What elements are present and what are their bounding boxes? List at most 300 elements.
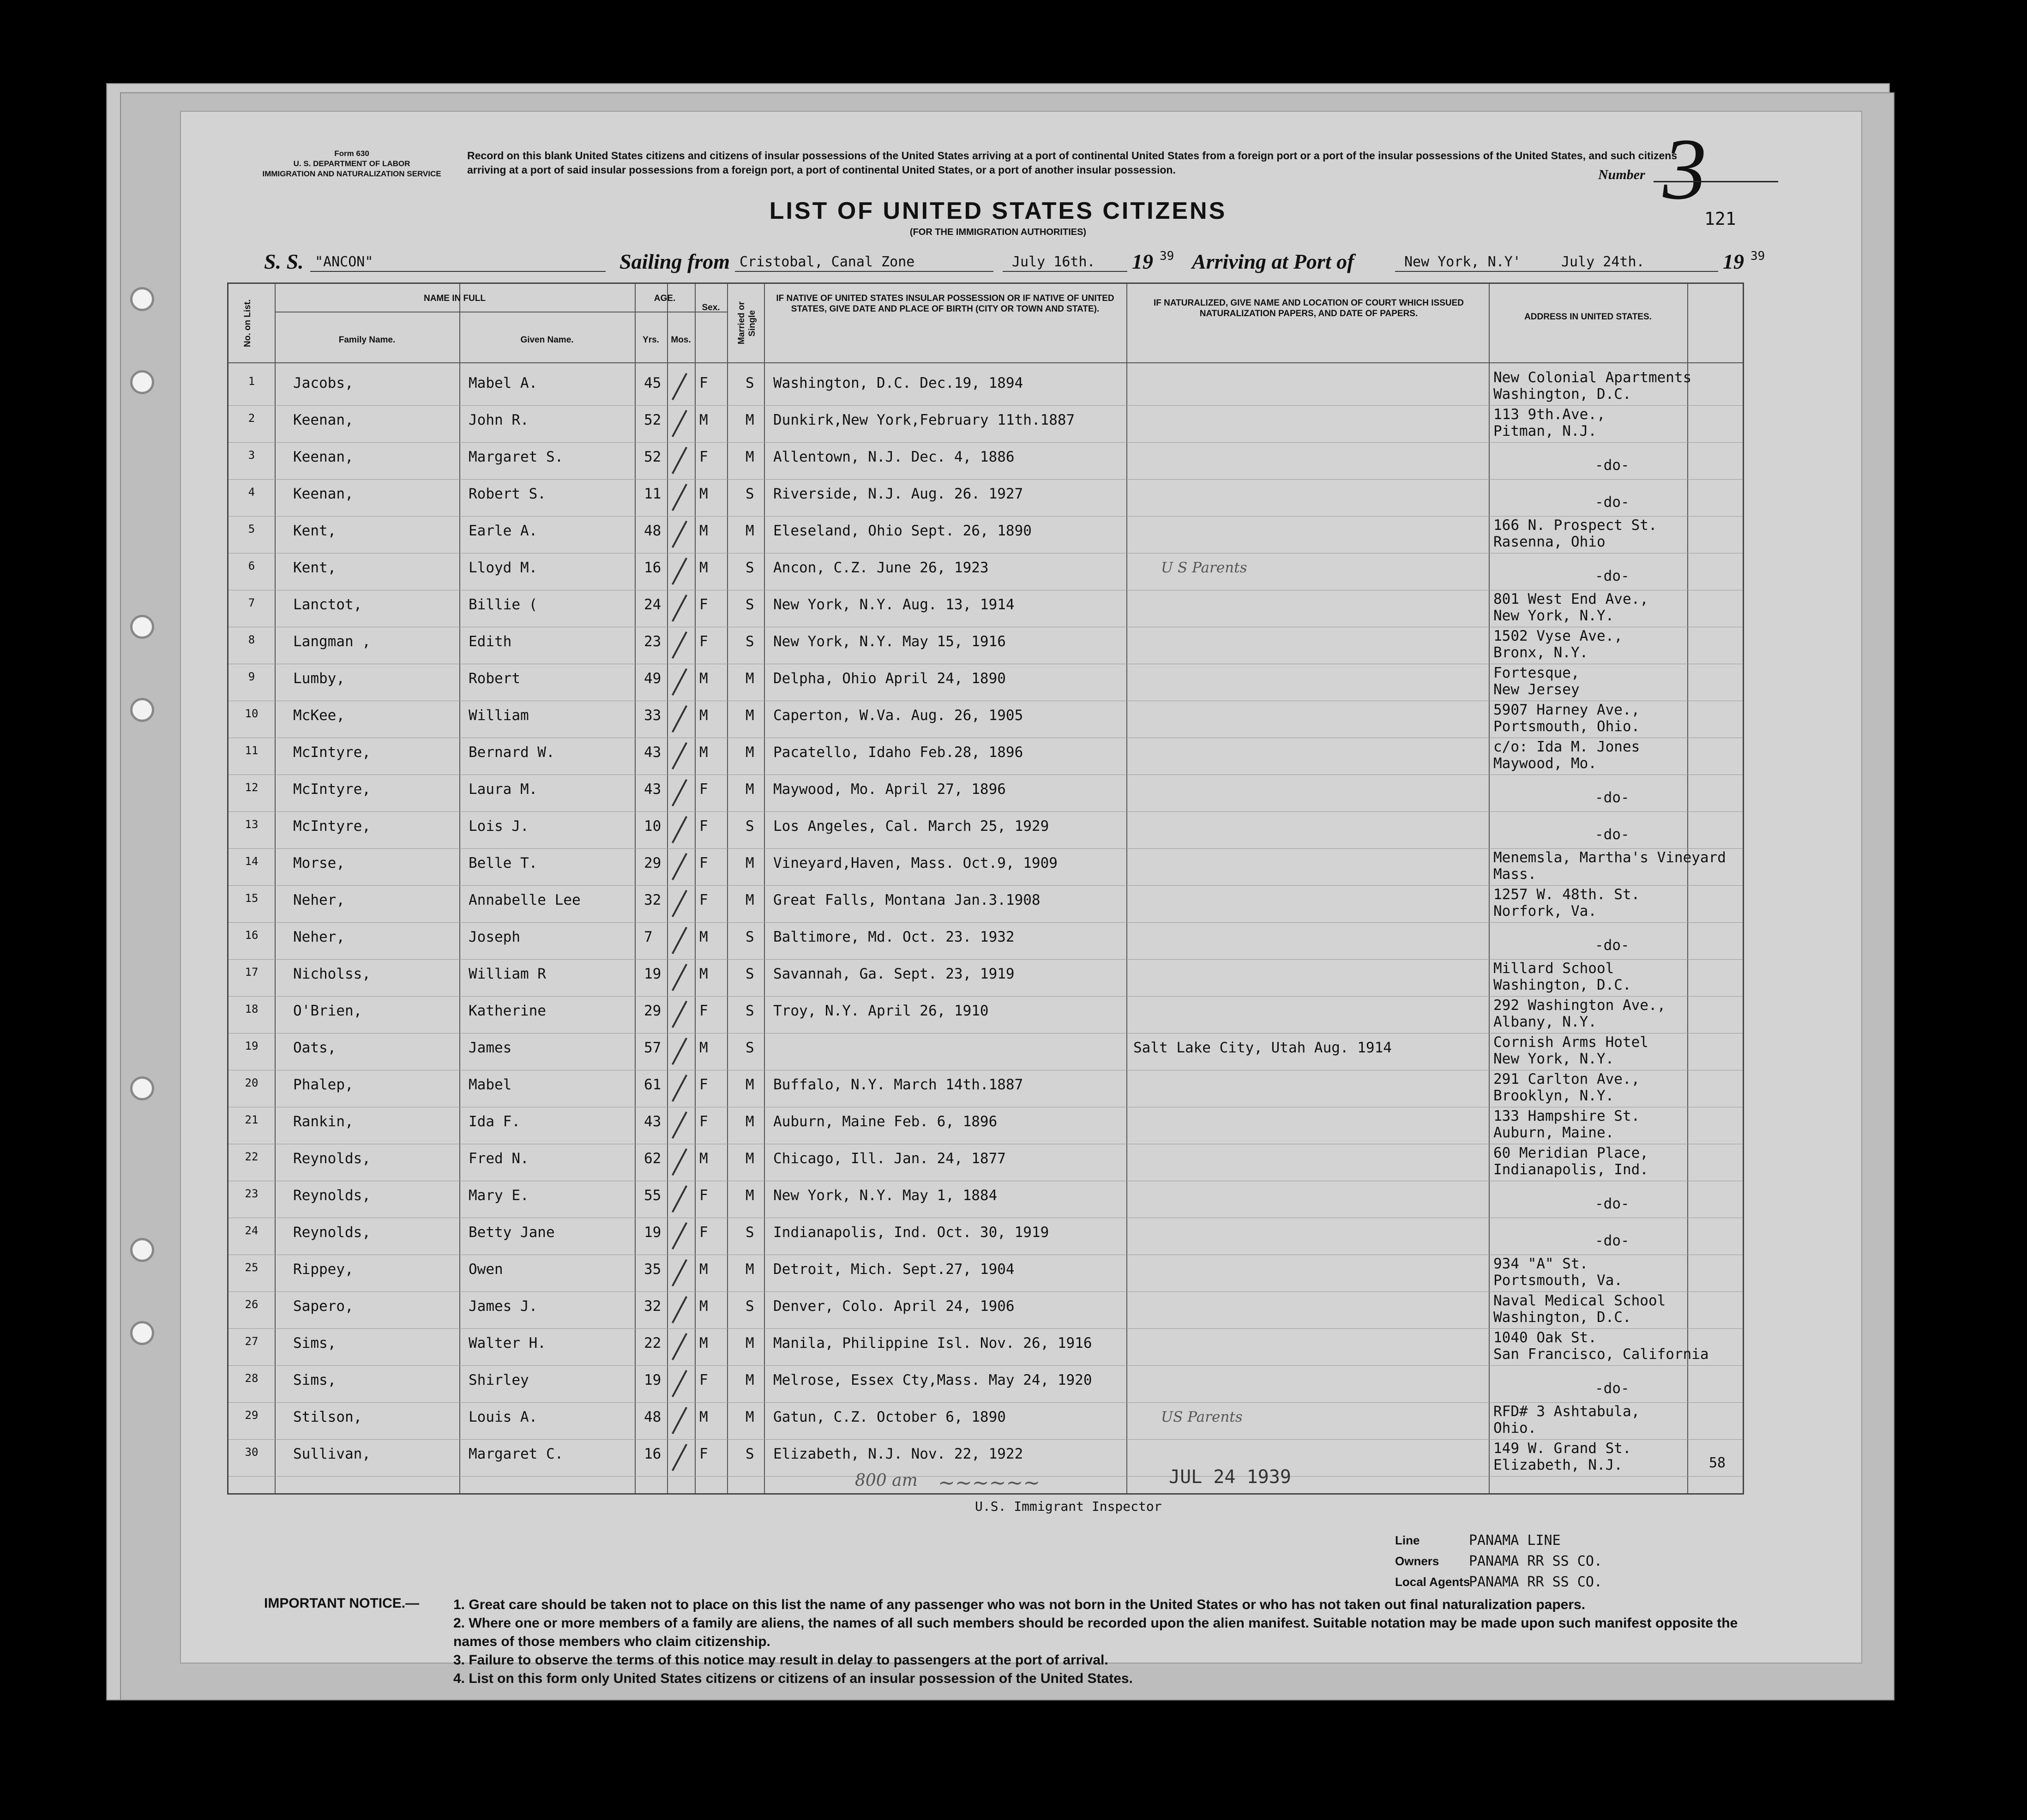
tally-number: 58 xyxy=(1709,1455,1726,1471)
address-line: Menemsla, Martha's Vineyard xyxy=(1493,849,1726,866)
sex: M xyxy=(699,1039,708,1056)
number-label: Number xyxy=(1598,167,1645,182)
family-name: McIntyre, xyxy=(293,818,371,835)
address-line: Ohio. xyxy=(1493,1420,1537,1436)
binder-hole xyxy=(130,1238,154,1262)
address xyxy=(1595,1195,1630,1212)
row-number: 3 xyxy=(248,449,255,462)
given-name: Louis A. xyxy=(469,1409,538,1425)
address-line: -do- xyxy=(1595,826,1630,843)
sex: F xyxy=(699,818,708,835)
address-line: New Jersey xyxy=(1493,681,1580,698)
table-row xyxy=(229,849,1743,886)
address-line: 1257 W. 48th. St. xyxy=(1493,886,1640,903)
address xyxy=(1595,1232,1630,1249)
family-name: Rankin, xyxy=(293,1113,354,1130)
sex: F xyxy=(699,1446,708,1462)
birth-place-date: Vineyard,Haven, Mass. Oct.9, 1909 xyxy=(773,855,1058,871)
header-name-in-full: NAME IN FULL xyxy=(423,294,486,303)
age-years: 55 xyxy=(644,1187,662,1204)
given-name: Robert S. xyxy=(469,486,546,502)
address xyxy=(1493,849,1726,883)
birth-place-date: Gatun, C.Z. October 6, 1890 xyxy=(773,1409,1006,1425)
address xyxy=(1595,568,1630,584)
row-divider xyxy=(229,405,1743,406)
given-name: William xyxy=(469,707,529,724)
marital-status: M xyxy=(746,412,754,428)
given-name: Mabel xyxy=(469,1076,512,1093)
age-years: 62 xyxy=(644,1150,662,1167)
given-name: Annabelle Lee xyxy=(469,892,581,908)
row-divider xyxy=(229,1328,1743,1329)
age-years: 10 xyxy=(644,818,662,835)
check-mark xyxy=(672,1444,687,1471)
table-row xyxy=(229,1403,1743,1440)
sex: M xyxy=(699,966,708,982)
given-name: Lois J. xyxy=(469,818,529,835)
check-mark xyxy=(672,742,687,769)
address xyxy=(1493,1440,1631,1473)
sex: F xyxy=(699,1113,708,1130)
table-row xyxy=(229,1182,1743,1219)
address-line: New York, N.Y. xyxy=(1493,1051,1614,1067)
sex: M xyxy=(699,486,708,502)
header-address: ADDRESS IN UNITED STATES. xyxy=(1524,312,1652,322)
row-divider xyxy=(229,885,1743,886)
check-mark xyxy=(672,705,687,733)
header-birth: IF NATIVE OF UNITED STATES INSULAR POSSESSION OR IF NATIVE OF UNITED STATES, GIVE DATE AND PLACE OF BIRTH (CITY OR TOWN AND STATE). xyxy=(776,294,1114,314)
line-value: PANAMA LINE xyxy=(1469,1532,1561,1549)
family-name: Sims, xyxy=(293,1372,337,1388)
inspector-signature: ~~~~~~ xyxy=(938,1471,1041,1495)
row-number: 23 xyxy=(245,1187,259,1200)
marital-status: S xyxy=(746,966,754,982)
row-divider xyxy=(229,442,1743,443)
age-years: 49 xyxy=(644,670,662,687)
owners-label: Owners xyxy=(1395,1554,1439,1568)
given-name: Owen xyxy=(469,1261,503,1278)
address-line: 1040 Oak St. xyxy=(1493,1329,1597,1346)
header-bottom xyxy=(229,362,1743,363)
number-underline xyxy=(1654,181,1778,182)
age-years: 19 xyxy=(644,1372,662,1388)
address-line: Auburn, Maine. xyxy=(1493,1124,1614,1141)
table-row xyxy=(229,369,1743,406)
sex: F xyxy=(699,1003,708,1019)
address-line: Washington, D.C. xyxy=(1493,977,1631,993)
given-name: Walter H. xyxy=(469,1335,546,1351)
address-line: -do- xyxy=(1595,937,1630,954)
check-mark xyxy=(672,816,687,843)
given-name: John R. xyxy=(469,412,529,428)
row-number: 7 xyxy=(248,596,255,609)
table-row xyxy=(229,1329,1743,1366)
sex: M xyxy=(699,1409,708,1425)
age-years: 35 xyxy=(644,1261,662,1278)
departure-port: Cristobal, Canal Zone xyxy=(740,254,915,270)
family-name: Nicholss, xyxy=(293,966,371,982)
marital-status: S xyxy=(746,1039,754,1056)
address xyxy=(1493,591,1648,624)
age-years: 48 xyxy=(644,523,662,539)
sex: F xyxy=(699,855,708,871)
birth-place-date: New York, N.Y. Aug. 13, 1914 xyxy=(773,596,1015,613)
family-name: Sapero, xyxy=(293,1298,354,1315)
address xyxy=(1493,665,1580,698)
sex: F xyxy=(699,1372,708,1388)
family-name: Keenan, xyxy=(293,486,354,502)
notice-item: 3. Failure to observe the terms of this notice may result in delay to passengers at the port of arrival. xyxy=(453,1652,1108,1668)
table-row xyxy=(229,739,1743,775)
birth-place-date: Auburn, Maine Feb. 6, 1896 xyxy=(773,1113,998,1130)
table-row xyxy=(229,1366,1743,1403)
binder-hole xyxy=(130,698,154,722)
sex: M xyxy=(699,707,708,724)
given-name: Fred N. xyxy=(469,1150,529,1167)
address-line: Brooklyn, N.Y. xyxy=(1493,1087,1614,1104)
given-name: Mary E. xyxy=(469,1187,529,1204)
birth-place-date: Allentown, N.J. Dec. 4, 1886 xyxy=(773,449,1015,465)
age-years: 22 xyxy=(644,1335,662,1351)
birth-place-date: Savannah, Ga. Sept. 23, 1919 xyxy=(773,966,1015,982)
sex: F xyxy=(699,1224,708,1241)
marital-status: M xyxy=(746,707,754,724)
family-name: McIntyre, xyxy=(293,781,371,798)
row-number: 10 xyxy=(245,707,259,720)
address xyxy=(1595,937,1630,954)
family-name: Lanctot, xyxy=(293,596,362,613)
marital-status: S xyxy=(746,633,754,650)
given-name: Joseph xyxy=(469,929,520,945)
marital-status: M xyxy=(746,1150,754,1167)
address-line: Fortesque, xyxy=(1493,665,1580,681)
birth-place-date: Delpha, Ohio April 24, 1890 xyxy=(773,670,1006,687)
row-number: 24 xyxy=(245,1224,259,1237)
address-line: Maywood, Mo. xyxy=(1493,755,1597,772)
row-number: 5 xyxy=(248,523,255,535)
header-given-name: Given Name. xyxy=(520,335,574,345)
sex: F xyxy=(699,375,708,391)
age-years: 32 xyxy=(644,1298,662,1315)
address-line: Cornish Arms Hotel xyxy=(1493,1034,1648,1051)
address-line: Washington, D.C. xyxy=(1493,1309,1631,1326)
family-name: Sullivan, xyxy=(293,1446,371,1462)
row-number: 15 xyxy=(245,892,259,905)
birth-place-date: Melrose, Essex Cty,Mass. May 24, 1920 xyxy=(773,1372,1092,1388)
notice-item: 2. Where one or more members of a family are aliens, the names of all such members should be recorded upon the alien manifest. Suitable notation may be made upon such manifest opposite the names of those members who claim citizenship. xyxy=(453,1616,1738,1649)
row-number: 29 xyxy=(245,1409,259,1422)
check-mark xyxy=(672,1296,687,1323)
row-divider xyxy=(229,922,1743,923)
age-years: 29 xyxy=(644,855,662,871)
ss-label: S. S. xyxy=(264,250,304,273)
family-name: Oats, xyxy=(293,1039,337,1056)
address-line: Washington, D.C. xyxy=(1493,386,1631,402)
family-name: Reynolds, xyxy=(293,1150,371,1167)
table-row xyxy=(229,960,1743,997)
inspection-time-note: 800 am xyxy=(855,1471,918,1490)
table-row xyxy=(229,775,1743,812)
family-name: Reynolds, xyxy=(293,1224,371,1241)
naturalization-info: Salt Lake City, Utah Aug. 1914 xyxy=(1133,1039,1392,1056)
age-years: 7 xyxy=(644,929,653,945)
address xyxy=(1493,886,1640,919)
check-mark xyxy=(672,1222,687,1249)
form-instructions: Record on this blank United States citizens and citizens of insular possessions of the United States arriving at a port of continental United States from a foreign port or a port of the insular possessions of the United States, and such citizens arriving at a port of said insular possessions from a foreign port, a port of continental United States, or a port of another insular possession. xyxy=(467,150,1678,176)
birth-place-date: Pacatello, Idaho Feb.28, 1896 xyxy=(773,744,1023,761)
family-name: Stilson, xyxy=(293,1409,362,1425)
arriving-label: Arriving at Port of xyxy=(1192,250,1354,273)
family-name: Sims, xyxy=(293,1335,337,1351)
table-row xyxy=(229,702,1743,739)
table-row xyxy=(229,628,1743,665)
birth-place-date: Caperton, W.Va. Aug. 26, 1905 xyxy=(773,707,1023,724)
marital-status: S xyxy=(746,486,754,502)
table-row xyxy=(229,406,1743,443)
address xyxy=(1493,1108,1640,1141)
marital-status: M xyxy=(746,1076,754,1093)
row-number: 30 xyxy=(245,1446,259,1459)
age-years: 33 xyxy=(644,707,662,724)
address-line: -do- xyxy=(1595,494,1630,511)
family-name: Neher, xyxy=(293,892,345,908)
check-mark xyxy=(672,1111,687,1139)
address-line: -do- xyxy=(1595,1195,1630,1212)
address xyxy=(1493,1403,1640,1436)
address-line: Rasenna, Ohio xyxy=(1493,534,1606,550)
table-row xyxy=(229,517,1743,554)
address xyxy=(1493,1145,1648,1178)
check-mark xyxy=(672,1185,687,1213)
departure-date: July 16th. xyxy=(1012,254,1095,270)
local-agents-value: PANAMA RR SS CO. xyxy=(1469,1574,1602,1590)
age-years: 43 xyxy=(644,1113,662,1130)
row-number: 27 xyxy=(245,1335,259,1348)
table-row xyxy=(229,591,1743,628)
address-line: 166 N. Prospect St. xyxy=(1493,517,1657,534)
marital-status: M xyxy=(746,670,754,687)
table-row xyxy=(229,997,1743,1034)
check-mark xyxy=(672,521,687,548)
address-line: 934 "A" St. xyxy=(1493,1255,1588,1272)
passenger-table xyxy=(227,282,1744,1495)
family-name: Neher, xyxy=(293,929,345,945)
table-row xyxy=(229,1071,1743,1108)
form-number: Form 630 xyxy=(334,149,369,158)
year-prefix: 19 xyxy=(1132,250,1153,273)
age-years: 19 xyxy=(644,966,662,982)
check-mark xyxy=(672,1407,687,1434)
birth-place-date: Manila, Philippine Isl. Nov. 26, 1916 xyxy=(773,1335,1092,1351)
row-number: 22 xyxy=(245,1150,259,1163)
sex: F xyxy=(699,633,708,650)
family-name: Rippey, xyxy=(293,1261,354,1278)
address-line: San Francisco, California xyxy=(1493,1346,1709,1363)
family-name: McIntyre, xyxy=(293,744,371,761)
check-mark xyxy=(672,779,687,806)
given-name: James J. xyxy=(469,1298,538,1315)
age-years: 29 xyxy=(644,1003,662,1019)
check-mark xyxy=(672,1075,687,1102)
given-name: Robert xyxy=(469,670,520,687)
row-number: 2 xyxy=(248,412,255,425)
form-identifier xyxy=(255,149,449,179)
given-name: Billie ( xyxy=(469,596,538,613)
address-line: Millard School xyxy=(1493,960,1614,977)
address xyxy=(1493,997,1666,1030)
row-number: 26 xyxy=(245,1298,259,1311)
age-years: 52 xyxy=(644,412,662,428)
sex: M xyxy=(699,929,708,945)
row-number: 25 xyxy=(245,1261,259,1274)
address-line: Norfork, Va. xyxy=(1493,903,1597,919)
row-number: 11 xyxy=(245,744,259,757)
header-married: Married or Single xyxy=(737,301,757,345)
table-row xyxy=(229,1145,1743,1182)
marital-status: S xyxy=(746,1298,754,1315)
given-name: Katherine xyxy=(469,1003,546,1019)
family-name: Phalep, xyxy=(293,1076,354,1093)
address-line: -do- xyxy=(1595,789,1630,806)
address-line: 292 Washington Ave., xyxy=(1493,997,1666,1014)
row-number: 12 xyxy=(245,781,259,794)
address xyxy=(1595,826,1630,843)
departure-underline xyxy=(735,271,993,272)
table-row xyxy=(229,886,1743,923)
address xyxy=(1595,457,1630,474)
arrival-year: 39 xyxy=(1750,249,1765,263)
header-yrs: Yrs. xyxy=(643,335,659,345)
address-line: New York, N.Y. xyxy=(1493,607,1614,624)
sailing-label: Sailing from xyxy=(620,250,730,273)
address-line: -do- xyxy=(1595,457,1630,474)
address-line: New Colonial Apartments xyxy=(1493,369,1692,386)
row-number: 8 xyxy=(248,633,255,646)
given-name: Lloyd M. xyxy=(469,559,538,576)
check-mark xyxy=(672,631,687,659)
address-line: 1502 Vyse Ave., xyxy=(1493,628,1623,644)
port-underline xyxy=(1395,271,1718,272)
address-line: 60 Meridian Place, xyxy=(1493,1145,1648,1161)
sex: M xyxy=(699,744,708,761)
check-mark xyxy=(672,1259,687,1286)
marital-status: S xyxy=(746,1446,754,1462)
address xyxy=(1493,1034,1648,1067)
marital-status: M xyxy=(746,523,754,539)
table-row xyxy=(229,1034,1743,1071)
address xyxy=(1493,1255,1623,1289)
marital-status: S xyxy=(746,596,754,613)
check-mark xyxy=(672,964,687,991)
address xyxy=(1493,739,1640,772)
age-years: 11 xyxy=(644,486,662,502)
birth-place-date: Maywood, Mo. April 27, 1896 xyxy=(773,781,1006,798)
check-mark xyxy=(672,668,687,696)
address xyxy=(1493,702,1640,735)
family-name: McKee, xyxy=(293,707,345,724)
given-name: Margaret S. xyxy=(469,449,564,465)
age-years: 48 xyxy=(644,1409,662,1425)
check-mark xyxy=(672,1038,687,1065)
check-mark xyxy=(672,373,687,400)
marital-status: M xyxy=(746,1113,754,1130)
given-name: Laura M. xyxy=(469,781,538,798)
check-mark xyxy=(672,447,687,474)
row-number: 19 xyxy=(245,1039,259,1052)
address xyxy=(1493,1329,1709,1363)
family-name: O'Brien, xyxy=(293,1003,362,1019)
table-row xyxy=(229,923,1743,960)
check-mark xyxy=(672,1370,687,1397)
marital-status: S xyxy=(746,1003,754,1019)
family-name: Langman , xyxy=(293,633,371,650)
page-number: 121 xyxy=(1704,209,1736,229)
row-number: 13 xyxy=(245,818,259,831)
marital-status: M xyxy=(746,1335,754,1351)
row-number: 21 xyxy=(245,1113,259,1126)
row-divider xyxy=(229,1365,1743,1366)
row-number: 6 xyxy=(248,559,255,572)
page-title: LIST OF UNITED STATES CITIZENS xyxy=(769,198,1227,224)
table-row xyxy=(229,1108,1743,1145)
check-mark xyxy=(672,410,687,437)
address xyxy=(1493,517,1657,550)
marital-status: M xyxy=(746,744,754,761)
family-name: Keenan, xyxy=(293,449,354,465)
sex: M xyxy=(699,523,708,539)
address-line: 291 Carlton Ave., xyxy=(1493,1071,1640,1087)
row-divider xyxy=(229,1439,1743,1440)
given-name: Mabel A. xyxy=(469,375,538,391)
row-number: 28 xyxy=(245,1372,259,1385)
arrival-port: New York, N.Y' xyxy=(1404,254,1521,270)
sex: F xyxy=(699,449,708,465)
address-line: 133 Hampshire St. xyxy=(1493,1108,1640,1124)
birth-place-date: Dunkirk,New York,February 11th.1887 xyxy=(773,412,1075,428)
check-mark xyxy=(672,1148,687,1176)
row-number: 4 xyxy=(248,486,255,499)
address xyxy=(1493,1292,1666,1326)
row-number: 16 xyxy=(245,929,259,942)
address xyxy=(1493,1071,1640,1104)
row-divider xyxy=(229,959,1743,960)
binder-hole xyxy=(130,1321,154,1345)
row-divider xyxy=(229,479,1743,480)
address-line: Portsmouth, Ohio. xyxy=(1493,718,1640,735)
marital-status: M xyxy=(746,1187,754,1204)
arrival-stamp: JUL 24 1939 xyxy=(1169,1466,1291,1488)
row-number: 17 xyxy=(245,966,259,979)
marital-status: M xyxy=(746,1261,754,1278)
sex: M xyxy=(699,670,708,687)
birth-place-date: Los Angeles, Cal. March 25, 1929 xyxy=(773,818,1049,835)
voyage-line xyxy=(181,246,1861,273)
binder-hole xyxy=(130,287,154,311)
sex: M xyxy=(699,559,708,576)
address-line: -do- xyxy=(1595,568,1630,584)
birth-place-date: Ancon, C.Z. June 26, 1923 xyxy=(773,559,989,576)
age-years: 43 xyxy=(644,781,662,798)
row-divider xyxy=(229,516,1743,517)
header-naturalized: IF NATURALIZED, GIVE NAME AND LOCATION OF COURT WHICH ISSUED NATURALIZATION PAPERS, AND DATE OF PAPERS. xyxy=(1153,298,1464,318)
address-line: Elizabeth, N.J. xyxy=(1493,1457,1623,1473)
binder-hole xyxy=(130,1076,154,1100)
given-name: Betty Jane xyxy=(469,1224,555,1241)
marital-status: S xyxy=(746,375,754,391)
marital-status: S xyxy=(746,929,754,945)
address-line: c/o: Ida M. Jones xyxy=(1493,739,1640,755)
row-divider xyxy=(229,811,1743,812)
